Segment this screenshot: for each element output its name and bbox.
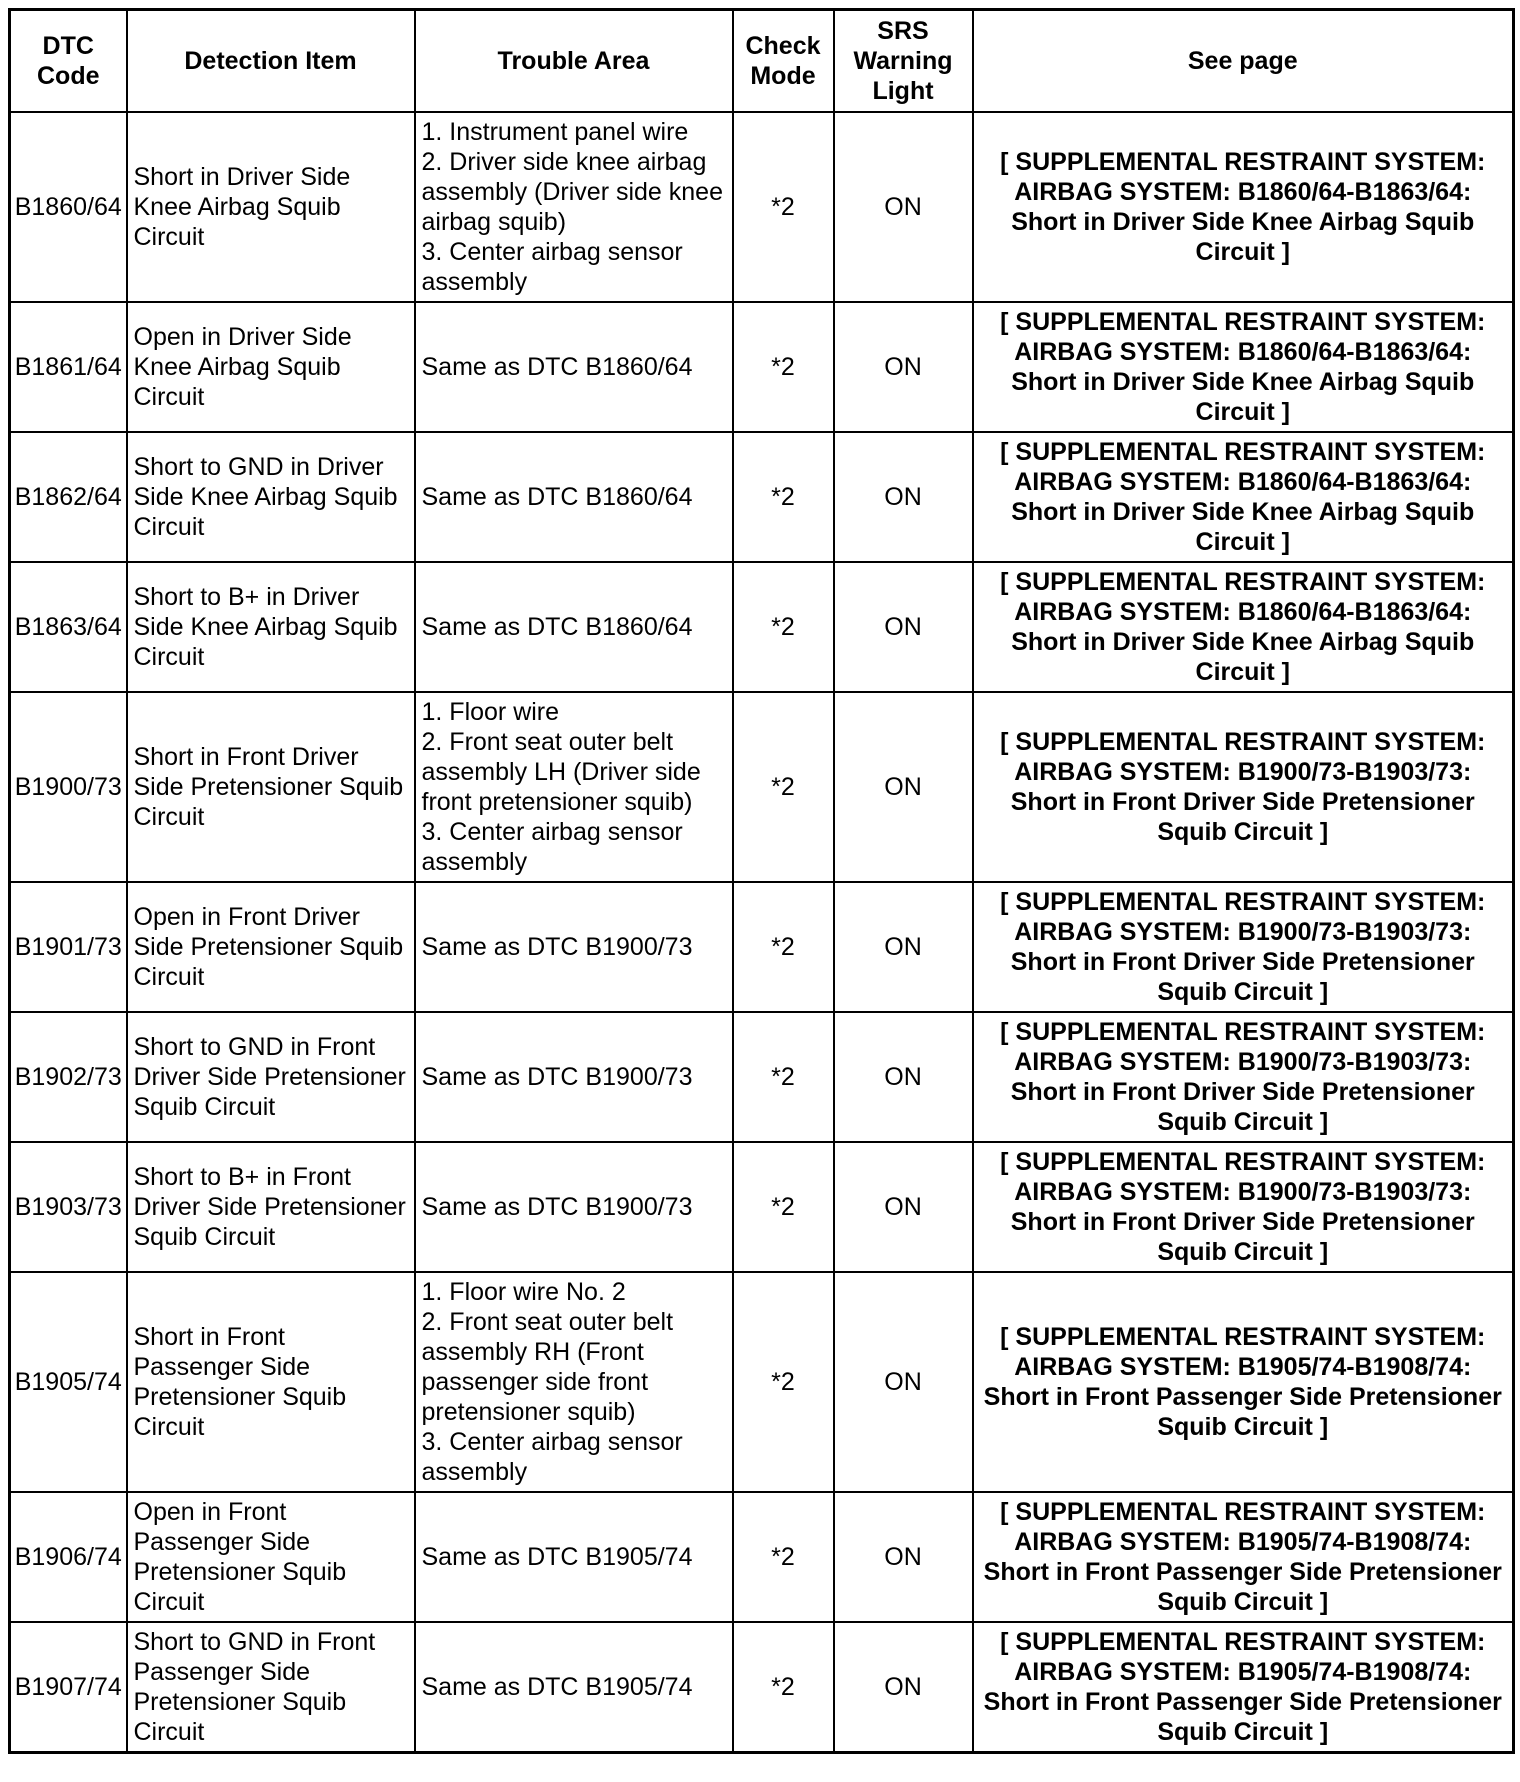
check-mode-cell: *2 [733,1012,834,1142]
dtc-code-cell: B1907/74 [10,1622,127,1753]
detection-item-cell: Short in Front Passenger Side Pretensioner Squib Circuit [127,1272,415,1492]
trouble-area-cell [415,1492,733,1622]
detection-item-cell: Short to GND in Driver Side Knee Airbag Squib Circuit [127,432,415,562]
trouble-area-cell [415,302,733,432]
trouble-area-line: 2. Front seat outer belt assembly RH (Front passenger side front pretensioner squib) [421,1308,674,1426]
see-page-link[interactable]: [ SUPPLEMENTAL RESTRAINT SYSTEM: AIRBAG SYSTEM: B1900/73-B1903/73: Short in Front Driver Side Pretensioner Squib Circuit ] [973,1012,1514,1142]
check-mode-cell: *2 [733,1142,834,1272]
trouble-area-cell [415,1622,733,1753]
trouble-area-line: 2. Front seat outer belt assembly LH (Driver side front pretensioner squib) [421,728,701,816]
trouble-area-cell [415,562,733,692]
srs-warning-light-cell: ON [834,1012,973,1142]
dtc-table-container [8,8,1515,1754]
trouble-area-line: 3. Center airbag sensor assembly [421,818,683,876]
detection-item-cell: Open in Front Driver Side Pretensioner Squib Circuit [127,882,415,1012]
trouble-area-line: Same as DTC B1860/64 [421,353,693,381]
check-mode-cell: *2 [733,1272,834,1492]
see-page-link[interactable]: [ SUPPLEMENTAL RESTRAINT SYSTEM: AIRBAG SYSTEM: B1860/64-B1863/64: Short in Driver Side Knee Airbag Squib Circuit ] [973,302,1514,432]
trouble-area-cell [415,112,733,302]
detection-item-cell: Short to GND in Front Driver Side Pretensioner Squib Circuit [127,1012,415,1142]
trouble-area-line: 1. Floor wire No. 2 [421,1278,626,1306]
detection-item-cell: Open in Front Passenger Side Pretensioner Squib Circuit [127,1492,415,1622]
header-see-page: See page [973,10,1514,113]
trouble-area-line: 1. Instrument panel wire [421,118,689,146]
trouble-area-line: 3. Center airbag sensor assembly [421,1428,683,1486]
table-row [10,112,1514,302]
trouble-area-cell [415,432,733,562]
table-row [10,1272,1514,1492]
dtc-code-cell: B1906/74 [10,1492,127,1622]
trouble-area-cell [415,1272,733,1492]
see-page-link[interactable]: [ SUPPLEMENTAL RESTRAINT SYSTEM: AIRBAG SYSTEM: B1860/64-B1863/64: Short in Driver Side Knee Airbag Squib Circuit ] [973,562,1514,692]
trouble-area-line: Same as DTC B1900/73 [421,933,693,961]
check-mode-cell: *2 [733,112,834,302]
see-page-link[interactable]: [ SUPPLEMENTAL RESTRAINT SYSTEM: AIRBAG SYSTEM: B1905/74-B1908/74: Short in Front Passenger Side Pretensioner Squib Circuit ] [973,1272,1514,1492]
see-page-link[interactable]: [ SUPPLEMENTAL RESTRAINT SYSTEM: AIRBAG SYSTEM: B1860/64-B1863/64: Short in Driver Side Knee Airbag Squib Circuit ] [973,432,1514,562]
trouble-area-cell [415,1012,733,1142]
trouble-area-line: 3. Center airbag sensor assembly [421,238,683,296]
trouble-area-line: Same as DTC B1900/73 [421,1063,693,1091]
check-mode-cell: *2 [733,562,834,692]
srs-warning-light-cell: ON [834,1622,973,1753]
trouble-area-line: Same as DTC B1905/74 [421,1673,693,1701]
srs-warning-light-cell: ON [834,562,973,692]
header-detection-item: Detection Item [127,10,415,113]
header-srs-warning-light: SRS Warning Light [834,10,973,113]
detection-item-cell: Open in Driver Side Knee Airbag Squib Circuit [127,302,415,432]
see-page-link[interactable]: [ SUPPLEMENTAL RESTRAINT SYSTEM: AIRBAG SYSTEM: B1900/73-B1903/73: Short in Front Driver Side Pretensioner Squib Circuit ] [973,882,1514,1012]
table-row [10,1012,1514,1142]
detection-item-cell: Short to B+ in Driver Side Knee Airbag Squib Circuit [127,562,415,692]
dtc-code-cell: B1862/64 [10,432,127,562]
dtc-code-cell: B1905/74 [10,1272,127,1492]
check-mode-cell: *2 [733,882,834,1012]
see-page-link[interactable]: [ SUPPLEMENTAL RESTRAINT SYSTEM: AIRBAG SYSTEM: B1900/73-B1903/73: Short in Front Driver Side Pretensioner Squib Circuit ] [973,692,1514,882]
check-mode-cell: *2 [733,1622,834,1753]
check-mode-cell: *2 [733,302,834,432]
header-row [10,10,1514,113]
srs-warning-light-cell: ON [834,882,973,1012]
see-page-link[interactable]: [ SUPPLEMENTAL RESTRAINT SYSTEM: AIRBAG SYSTEM: B1905/74-B1908/74: Short in Front Passenger Side Pretensioner Squib Circuit ] [973,1622,1514,1753]
srs-warning-light-cell: ON [834,432,973,562]
trouble-area-line: Same as DTC B1860/64 [421,483,693,511]
trouble-area-line: 1. Floor wire [421,698,560,726]
trouble-area-line: Same as DTC B1905/74 [421,1543,693,1571]
header-check-mode: Check Mode [733,10,834,113]
table-body [10,112,1514,1753]
trouble-area-line: 2. Driver side knee airbag assembly (Driver side knee airbag squib) [421,148,723,236]
table-row [10,302,1514,432]
table-row [10,692,1514,882]
check-mode-cell: *2 [733,692,834,882]
detection-item-cell: Short to GND in Front Passenger Side Pretensioner Squib Circuit [127,1622,415,1753]
see-page-link[interactable]: [ SUPPLEMENTAL RESTRAINT SYSTEM: AIRBAG SYSTEM: B1860/64-B1863/64: Short in Driver Side Knee Airbag Squib Circuit ] [973,112,1514,302]
dtc-code-cell: B1903/73 [10,1142,127,1272]
srs-warning-light-cell: ON [834,302,973,432]
trouble-area-cell [415,882,733,1012]
table-row [10,1492,1514,1622]
trouble-area-cell [415,692,733,882]
dtc-code-cell: B1901/73 [10,882,127,1012]
srs-warning-light-cell: ON [834,1492,973,1622]
detection-item-cell: Short in Driver Side Knee Airbag Squib Circuit [127,112,415,302]
check-mode-cell: *2 [733,432,834,562]
see-page-link[interactable]: [ SUPPLEMENTAL RESTRAINT SYSTEM: AIRBAG SYSTEM: B1905/74-B1908/74: Short in Front Passenger Side Pretensioner Squib Circuit ] [973,1492,1514,1622]
check-mode-cell: *2 [733,1492,834,1622]
srs-warning-light-cell: ON [834,112,973,302]
dtc-code-cell: B1861/64 [10,302,127,432]
trouble-area-cell [415,1142,733,1272]
detection-item-cell: Short to B+ in Front Driver Side Pretensioner Squib Circuit [127,1142,415,1272]
table-row [10,1142,1514,1272]
dtc-code-cell: B1860/64 [10,112,127,302]
trouble-area-line: Same as DTC B1900/73 [421,1193,693,1221]
srs-warning-light-cell: ON [834,1272,973,1492]
detection-item-cell: Short in Front Driver Side Pretensioner Squib Circuit [127,692,415,882]
header-dtc-code: DTC Code [10,10,127,113]
header-trouble-area: Trouble Area [415,10,733,113]
dtc-table [8,8,1515,1754]
see-page-link[interactable]: [ SUPPLEMENTAL RESTRAINT SYSTEM: AIRBAG SYSTEM: B1900/73-B1903/73: Short in Front Driver Side Pretensioner Squib Circuit ] [973,1142,1514,1272]
table-row [10,432,1514,562]
table-row [10,562,1514,692]
srs-warning-light-cell: ON [834,692,973,882]
dtc-code-cell: B1863/64 [10,562,127,692]
dtc-code-cell: B1900/73 [10,692,127,882]
srs-warning-light-cell: ON [834,1142,973,1272]
dtc-code-cell: B1902/73 [10,1012,127,1142]
table-row [10,882,1514,1012]
trouble-area-line: Same as DTC B1860/64 [421,613,693,641]
table-row [10,1622,1514,1753]
